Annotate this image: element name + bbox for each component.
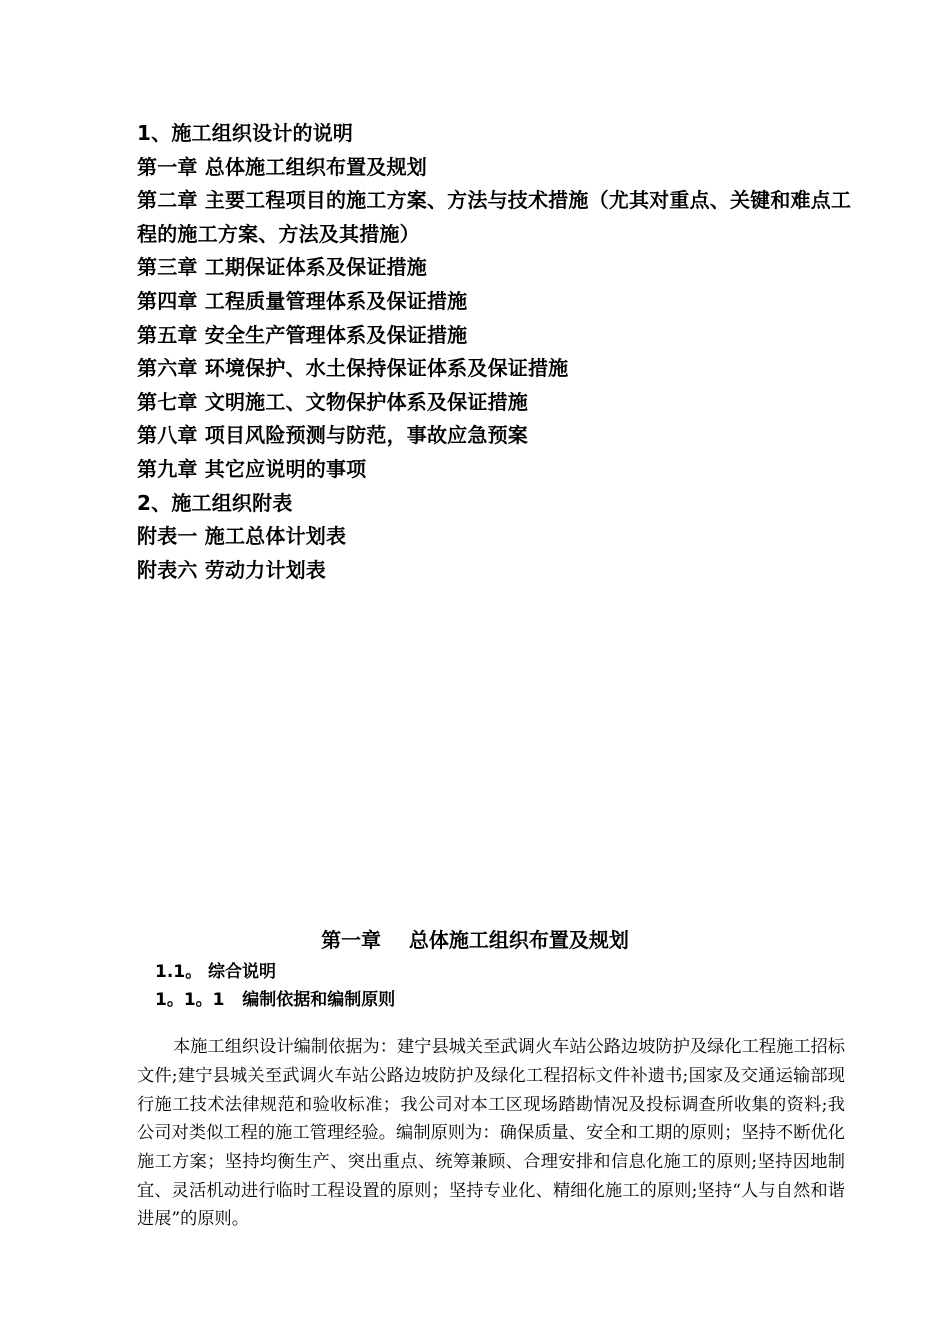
body-paragraph: 本施工组织设计编制依据为：建宁县城关至武调火车站公路边坡防护及绿化工程施工招标文件;建宁县城关至武调火车站公路边坡防护及绿化工程招标文件补遗书;国家及交通运输部现行施工技术法律规范和验收标准；我公司对本工区现场踏勘情况及投标调查所收集的资料;我公司对类似工程的施工管理经验。编制原则为：确保质量、安全和工期的原则；坚持不断优化施工方案；坚持均衡生产、突出重点、统筹兼顾、合理安排和信息化施工的原则;坚持因地制宜、灵活机动进行临时工程设置的原则；坚持专业化、精细化施工的原则;坚持“人与自然和谐进展”的原则。	[137, 1037, 845, 1230]
subsection-heading: 1。1。1 编制依据和编制原则	[155, 990, 396, 1010]
toc-item-appendix-6: 附表六 劳动力计划表	[137, 557, 326, 582]
toc-item-chapter-2: 第二章 主要工程项目的施工方案、方法与技术措施（尤其对重点、关键和难点工程的施工方案、方法及其措施）	[137, 188, 852, 246]
toc-item-chapter-7: 第七章 文明施工、文物保护体系及保证措施	[137, 389, 528, 414]
chapter-heading: 第一章 总体施工组织布置及规划	[321, 928, 629, 952]
section-heading: 1.1。 综合说明	[155, 962, 277, 982]
toc-item-appendix-tables: 2、施工组织附表	[137, 490, 293, 515]
toc-item-chapter-6: 第六章 环境保护、水土保持保证体系及保证措施	[137, 356, 569, 381]
toc-item-chapter-4: 第四章 工程质量管理体系及保证措施	[137, 288, 468, 313]
toc-item-design-notes: 1、施工组织设计的说明	[137, 121, 354, 145]
toc-item-chapter-5: 第五章 安全生产管理体系及保证措施	[137, 322, 468, 347]
table-of-contents	[137, 117, 857, 587]
toc-item-appendix-1: 附表一 施工总体计划表	[137, 524, 347, 549]
toc-item-chapter-8: 第八章 项目风险预测与防范，事故应急预案	[137, 423, 528, 448]
toc-item-chapter-3: 第三章 工期保证体系及保证措施	[137, 255, 427, 280]
toc-item-chapter-1: 第一章 总体施工组织布置及规划	[137, 154, 427, 179]
toc-item-chapter-9: 第九章 其它应说明的事项	[137, 456, 367, 481]
